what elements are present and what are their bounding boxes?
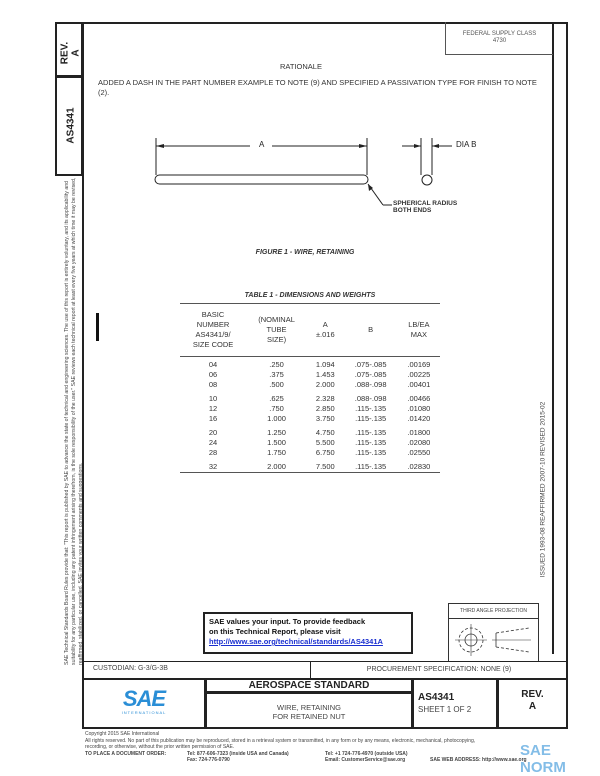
table-cell: 24	[208, 438, 218, 447]
table-cell: .02550	[407, 448, 431, 457]
table-cell: .250	[269, 360, 284, 369]
sae-logo: SAE	[122, 686, 166, 711]
table-cell: 28	[208, 448, 218, 457]
table-cell: 2.850	[315, 404, 335, 413]
footer-rights2: recording, or otherwise, without the prior written permission of SAE.	[85, 744, 235, 750]
header-a: A ±.016	[315, 320, 335, 339]
callout-line1: SPHERICAL RADIUS	[393, 200, 458, 207]
change-bar	[96, 313, 99, 341]
table-cell: .00225	[407, 370, 431, 379]
footer-rights: All rights reserved. No part of this publication may be reproduced, stored in a retrieval system or transmitted, in any form or by any means, electronic, mechanical, photocopying,	[85, 737, 476, 744]
callout-line2: BOTH ENDS	[393, 207, 432, 214]
table-cell: .115-.135	[355, 428, 387, 437]
table-cell: 4.750	[315, 428, 335, 437]
email: Email: CustomerService@sae.org	[325, 757, 406, 763]
table-cell: 1.500	[267, 438, 286, 447]
table-row	[180, 460, 440, 473]
table-cell: .01420	[407, 414, 431, 423]
table-row	[180, 357, 440, 371]
watermark: SAE NORM	[520, 742, 566, 776]
feedback-box	[203, 612, 413, 654]
table-cell: .115-.135	[355, 448, 387, 457]
table-header-row	[180, 304, 440, 357]
doc-title-cell	[205, 692, 413, 729]
standard-cell	[205, 678, 413, 693]
projection-box	[448, 603, 539, 662]
fax: Fax: 724-776-0790	[187, 757, 230, 763]
change-bar-right	[552, 22, 554, 654]
fsc-value: 4730	[492, 38, 507, 44]
table-cell: .500	[269, 380, 284, 389]
fsc-label: FEDERAL SUPPLY CLASS	[462, 31, 537, 37]
table-cell: 2.328	[315, 394, 335, 403]
header-b: B	[368, 325, 374, 334]
table-cell: .115-.135	[355, 462, 387, 471]
table-cell: 06	[208, 370, 218, 379]
table-cell: .625	[269, 394, 284, 403]
table-cell: .115-.135	[355, 414, 387, 423]
table-cell: .088-.098	[354, 380, 387, 389]
doc-number: AS4341	[418, 692, 455, 703]
procurement-cell	[310, 661, 568, 679]
table-row	[180, 448, 440, 460]
dim-a-label: A	[259, 140, 265, 149]
table-cell: 1.750	[267, 448, 286, 457]
header-nominal-tube: (NOMINAL TUBE SIZE)	[258, 315, 295, 344]
side-docnum-box	[55, 76, 83, 176]
table-row	[180, 438, 440, 448]
side-doc-number: AS4341	[65, 107, 77, 144]
table-cell: .01800	[407, 428, 431, 437]
side-history: ISSUED 1993-08 REAFFIRMED 2007-10 REVISED 2015-02	[539, 401, 547, 578]
table-cell: .088-.098	[354, 394, 387, 403]
feedback-line1: SAE values your input. To provide feedback	[209, 617, 366, 626]
table-cell: .115-.135	[355, 438, 387, 447]
callout-label	[393, 200, 457, 214]
table-cell: 6.750	[315, 448, 335, 457]
table-cell: .01080	[407, 404, 431, 413]
doc-title-line2: FOR RETAINED NUT	[272, 712, 346, 721]
table-cell: 12	[208, 404, 218, 413]
table-cell: 1.000	[267, 414, 286, 423]
figure-caption: FIGURE 1 - WIRE, RETAINING	[255, 249, 355, 256]
table-cell: 10	[208, 394, 218, 403]
table-row	[180, 426, 440, 438]
table-cell: .00466	[407, 394, 431, 403]
custodian-cell	[82, 661, 311, 679]
sheet-number: SHEET 1 OF 2	[418, 705, 472, 714]
table-row	[180, 380, 440, 392]
table-cell: .00401	[407, 380, 431, 389]
sae-logo-sub: INTERNATIONAL	[121, 710, 167, 715]
dimensions-table-wrap	[180, 303, 440, 473]
rationale-title: RATIONALE	[280, 62, 322, 71]
doc-title-line1: WIRE, RETAINING	[276, 703, 342, 712]
feedback-link[interactable]: http://www.sae.org/technical/standards/AS4341A	[209, 637, 383, 646]
table-cell: 7.500	[315, 462, 335, 471]
table-cell: 2.000	[315, 380, 335, 389]
side-rev-box	[55, 22, 83, 77]
rev-value: A	[528, 701, 537, 712]
table-title: TABLE 1 - DIMENSIONS AND WEIGHTS	[244, 292, 376, 299]
table-cell: 1.250	[267, 428, 286, 437]
dimensions-table	[180, 303, 440, 473]
table-cell: 3.750	[315, 414, 335, 423]
feedback-line2: on this Technical Report, please visit	[209, 627, 341, 636]
footer-copyright: Copyright 2015 SAE International	[85, 731, 160, 737]
table-cell: .02830	[407, 462, 431, 471]
side-rev-value: A	[70, 49, 82, 57]
table-cell: 5.500	[315, 438, 335, 447]
table-cell: .375	[269, 370, 284, 379]
logo-cell	[82, 678, 206, 729]
table-cell: .00169	[407, 360, 431, 369]
procurement-text: PROCUREMENT SPECIFICATION: NONE (9)	[366, 666, 512, 673]
dim-b-label: DIA B	[456, 140, 477, 149]
table-cell: .750	[269, 404, 284, 413]
third-angle-projection-icon	[449, 619, 538, 661]
table-cell: 16	[208, 414, 218, 423]
table-cell: 08	[208, 380, 218, 389]
table-cell: .075-.085	[354, 370, 387, 379]
projection-label: THIRD ANGLE PROJECTION	[449, 604, 538, 619]
table-row	[180, 370, 440, 380]
tel-intl: Tel: +1 724-776-4970 (outside USA)	[325, 750, 408, 757]
footer	[85, 731, 565, 764]
table-cell: 1.094	[315, 360, 335, 369]
doc-number-cell	[412, 678, 498, 729]
table-cell: .075-.085	[354, 360, 387, 369]
table-cell: 20	[208, 428, 218, 437]
table-cell: 04	[208, 360, 218, 369]
fsc-box	[445, 22, 553, 55]
side-rev-label: REV.	[59, 41, 71, 65]
tel-us: Tel: 877-606-7323 (inside USA and Canada)	[187, 750, 289, 757]
table-row	[180, 404, 440, 414]
table-cell: .02080	[407, 438, 431, 447]
custodian-text: CUSTODIAN: G-3/G-3B	[93, 665, 168, 672]
table-cell: 32	[208, 462, 218, 471]
web-address[interactable]: SAE WEB ADDRESS: http://www.sae.org	[430, 757, 527, 763]
table-cell: .115-.135	[355, 404, 387, 413]
rev-label: REV.	[521, 689, 544, 700]
table-cell: 1.453	[315, 370, 335, 379]
header-basic-number: BASIC NUMBER AS4341/9/ SIZE CODE	[192, 310, 234, 349]
table-row	[180, 414, 440, 426]
standard-title: AEROSPACE STANDARD	[248, 680, 370, 691]
order-label: TO PLACE A DOCUMENT ORDER:	[85, 750, 167, 757]
table-row	[180, 392, 440, 404]
side-disclaimer: SAE Technical Standards Board Rules provide that: "This report is published by SAE to advance the state of technical and engineering sciences. The use of this report is entirely voluntary, and its applicability and suitability for any particular use, including any patent infringement arising therefrom, is the sole responsibility of the user." SAE reviews each technical report at least every five years at which time it may be revised, reaffirmed, stabilized, or cancelled. SAE invites your written comments and suggestions.	[64, 177, 84, 665]
rationale-text: ADDED A DASH IN THE PART NUMBER EXAMPLE TO NOTE (9) AND SPECIFIED A PASSIVATION TYPE FOR FINISH TO NOTE (2).	[98, 78, 537, 97]
header-weight: LB/EA MAX	[408, 320, 430, 339]
table-cell: 2.000	[267, 462, 286, 471]
rev-cell	[497, 678, 568, 729]
